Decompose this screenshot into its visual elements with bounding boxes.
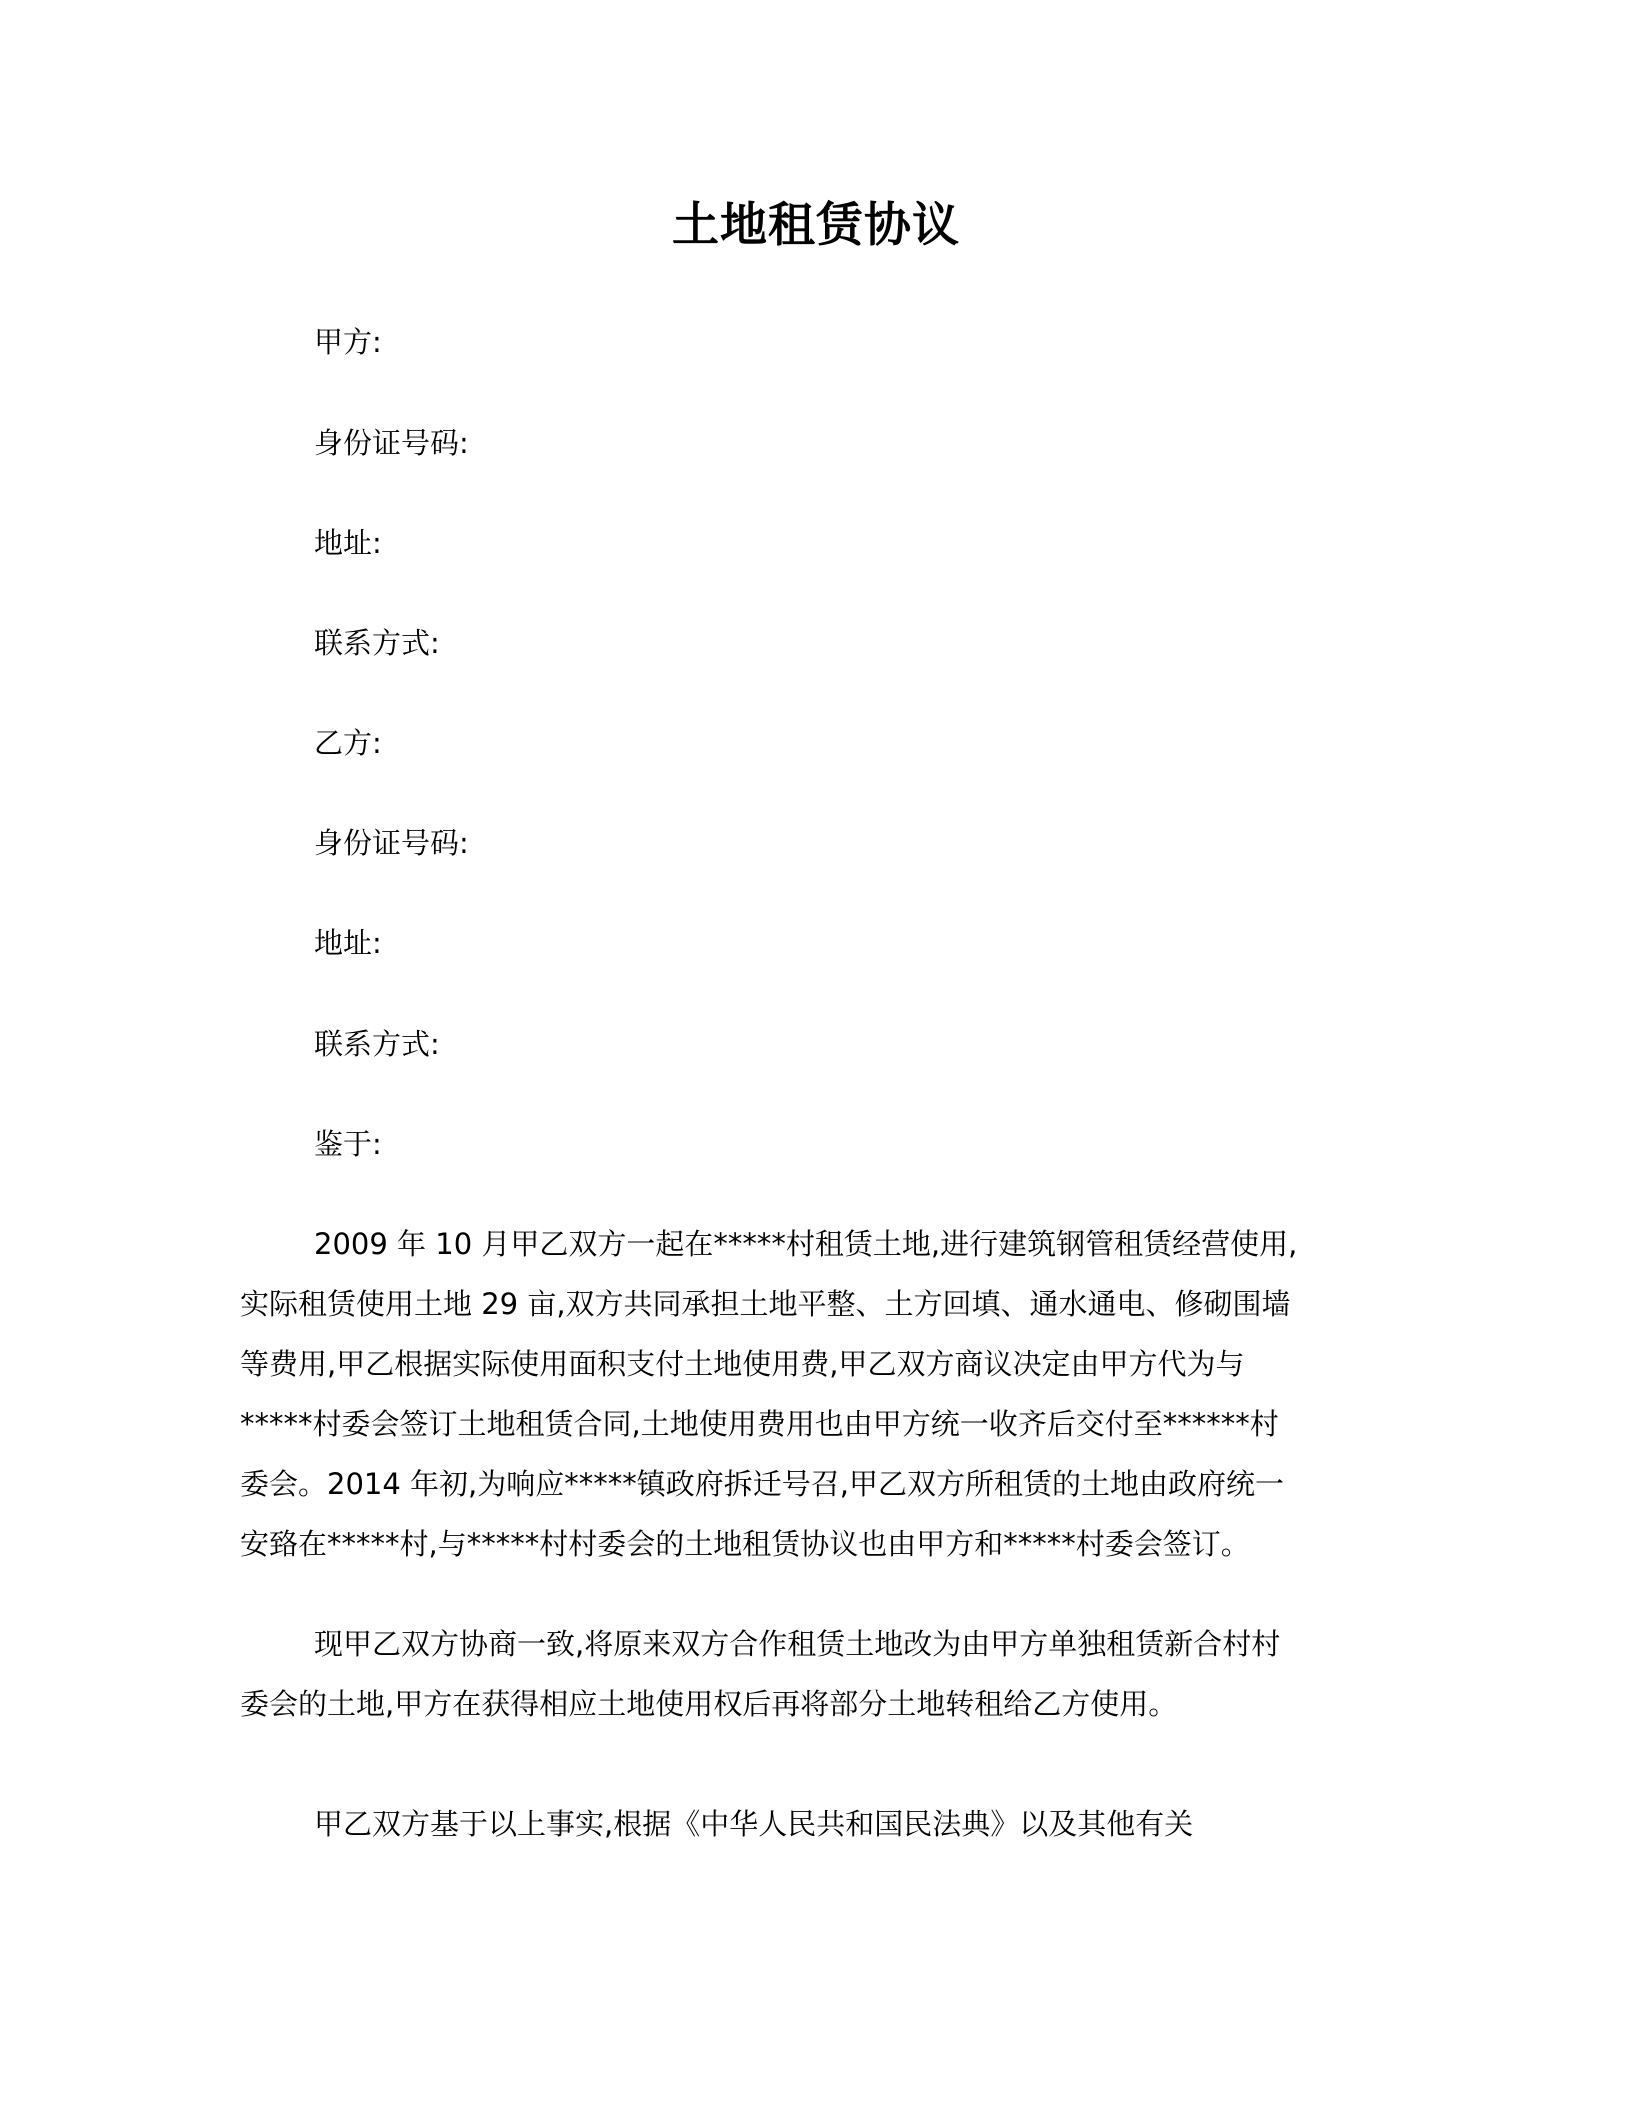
party-a-address-label: 地址: bbox=[314, 526, 382, 560]
paragraph-line: *****村委会签订土地租赁合同,土地使用费用也由甲方统一收齐后交付至******村 bbox=[240, 1407, 1279, 1441]
document-title: 土地租赁协议 bbox=[672, 198, 960, 253]
paragraph-line: 实际租赁使用土地 29 亩,双方共同承担土地平整、土方回填、通水通电、修砌围墙 bbox=[240, 1287, 1291, 1321]
paragraph-line: 现甲乙双方协商一致,将原来双方合作租赁土地改为由甲方单独租赁新合村村 bbox=[314, 1627, 1281, 1661]
paragraph-line: 委会的土地,甲方在获得相应土地使用权后再将部分土地转租给乙方使用。 bbox=[240, 1687, 1178, 1721]
party-b-label: 乙方: bbox=[314, 726, 382, 760]
paragraph-background bbox=[240, 1214, 1400, 1574]
whereas-label: 鉴于: bbox=[314, 1127, 382, 1161]
party-b-address-label: 地址: bbox=[314, 926, 382, 960]
party-a-label: 甲方: bbox=[314, 325, 382, 359]
party-b-contact-label: 联系方式: bbox=[314, 1027, 440, 1061]
paragraph-line: 甲乙双方基于以上事实,根据《中华人民共和国民法典》以及其他有关 bbox=[314, 1807, 1194, 1841]
paragraph-line: 2009 年 10 月甲乙双方一起在*****村租赁土地,进行建筑钢管租赁经营使用, bbox=[314, 1227, 1298, 1261]
paragraph-line: 委会。2014 年初,为响应*****镇政府拆迁号召,甲乙双方所租赁的土地由政府统一 bbox=[240, 1467, 1284, 1501]
paragraph-line: 安臵在*****村,与*****村村委会的土地租赁协议也由甲方和*****村委会签订。 bbox=[240, 1527, 1250, 1561]
paragraph-legal-basis bbox=[240, 1794, 1400, 1854]
paragraph-agreement bbox=[240, 1614, 1400, 1734]
party-a-contact-label: 联系方式: bbox=[314, 626, 440, 660]
party-b-id-label: 身份证号码: bbox=[314, 826, 469, 860]
party-a-id-label: 身份证号码: bbox=[314, 426, 469, 460]
paragraph-line: 等费用,甲乙根据实际使用面积支付土地使用费,甲乙双方商议决定由甲方代为与 bbox=[240, 1347, 1245, 1381]
